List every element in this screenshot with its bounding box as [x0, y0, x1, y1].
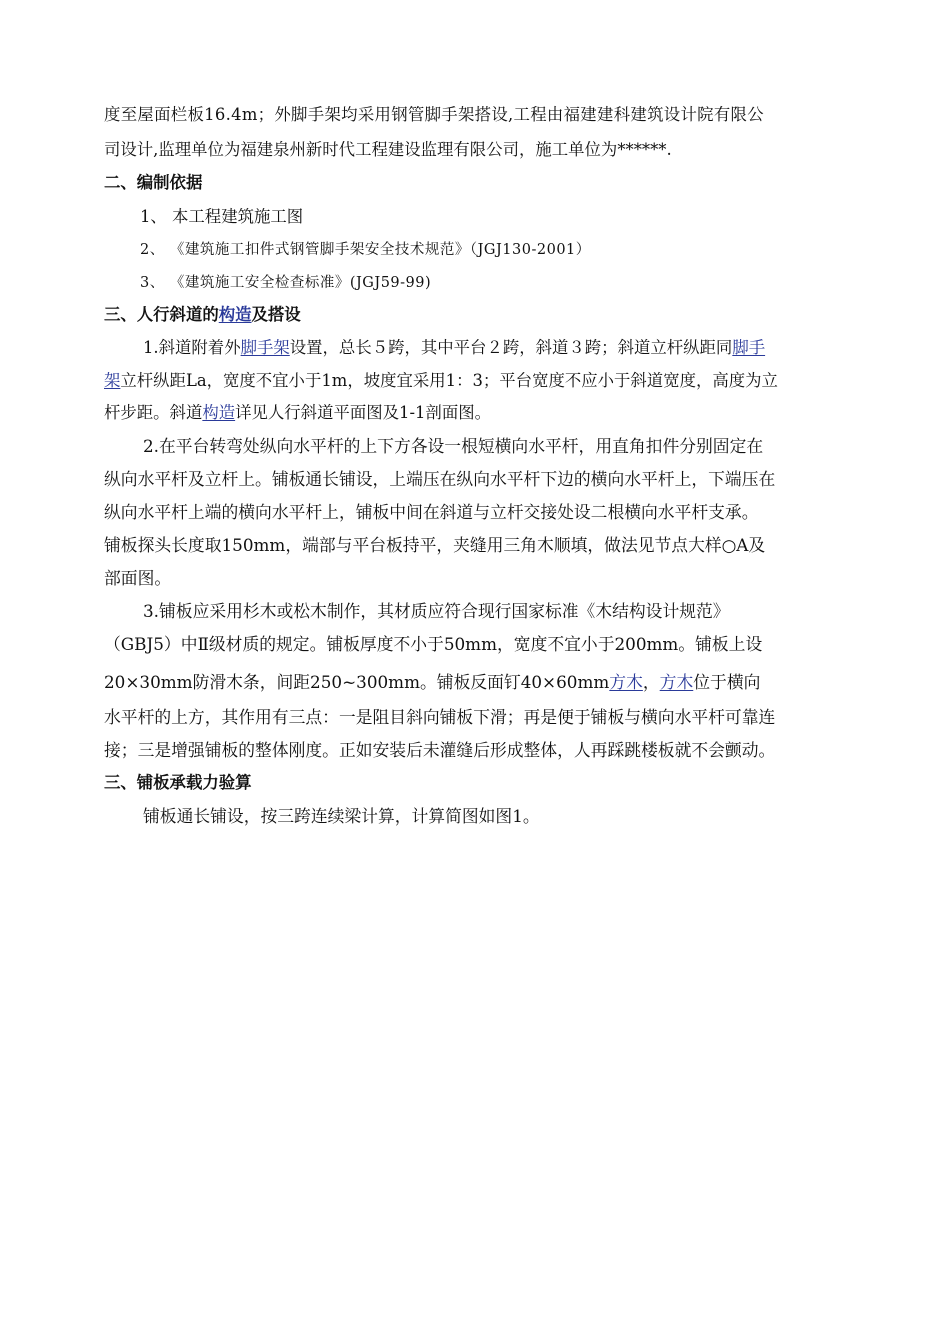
heading-text-post: 及搭设 — [251, 305, 301, 324]
scaffold-link[interactable]: 脚手 — [732, 338, 766, 357]
ramp-para2-line-5: 部面图。 — [104, 568, 172, 588]
ramp-para2-line-2: 纵向水平杆及立杆上。铺板通长铺设，上端压在纵向水平杆下边的横向水平杆上，下端压在 — [104, 469, 776, 489]
text-run: 20×30mm防滑木条，间距250~300mm。铺板反面钉40×60mm — [104, 672, 610, 692]
ramp-para3-line-4: 水平杆的上方，其作用有三点：一是阻目斜向铺板下滑；再是便于铺板与横向水平杆可靠连 — [104, 707, 776, 727]
intro-line-2: 司设计,监理单位为福建泉州新时代工程建设监理有限公司，施工单位为******. — [104, 140, 672, 159]
ramp-para1-line-2 — [104, 370, 778, 392]
text-run: 详见人行斜道平面图及1-1剖面图。 — [235, 403, 491, 422]
ramp-para3-line-3 — [104, 671, 760, 693]
intro-line-1: 度至屋面栏板16.4m；外脚手架均采用钢管脚手架搭设,工程由福建建科建筑设计院有限公 — [104, 105, 764, 124]
text-run: ， — [642, 672, 660, 692]
ramp-para3-line-2: （GBJ5）中Ⅱ级材质的规定。铺板厚度不小于50mm，宽度不宜小于200mm。铺板上设 — [104, 634, 763, 654]
text-run: 1.斜道附着外 — [143, 338, 241, 357]
construction-link[interactable]: 构造 — [218, 305, 252, 324]
square-timber-link[interactable]: 方木 — [609, 672, 643, 692]
section-heading-capacity: 三、铺板承载力验算 — [104, 773, 252, 792]
ramp-para2-line-3: 纵向水平杆上端的横向水平杆上，铺板中间在斜道与立杆交接处设二根横向水平杆支承。 — [104, 502, 759, 522]
ramp-para3-line-1: 3.铺板应采用杉木或松木制作，其材质应符合现行国家标准《木结构设计规范》 — [143, 601, 730, 621]
basis-item-1: 1、 本工程建筑施工图 — [140, 207, 304, 226]
ramp-para1-line-1 — [143, 337, 765, 359]
text-run: 立杆纵距La，宽度不宜小于1m，坡度宜采用1：3；平台宽度不应小于斜道宽度，高度为立 — [120, 371, 778, 390]
basis-item-2: 2、 《建筑施工扣件式钢管脚手架安全技术规范》（JGJ130-2001） — [140, 242, 591, 258]
scaffold-link[interactable]: 脚手架 — [240, 338, 290, 357]
ramp-para1-line-3 — [104, 402, 491, 424]
text-run: 位于横向 — [693, 672, 761, 692]
section-heading-ramp — [104, 304, 301, 326]
ramp-para2-line-4: 铺板探头长度取150mm，端部与平台板持平，夹缝用三角木顺填，做法见节点大样○A及 — [104, 535, 766, 555]
capacity-para-1: 铺板通长铺设，按三跨连续梁计算，计算简图如图1。 — [143, 806, 540, 826]
ramp-para3-line-5: 接；三是增强铺板的整体刚度。正如安装后未灌缝后形成整体，人再踩跳楼板就不会颤动。 — [104, 740, 776, 760]
heading-text-pre: 三、人行斜道的 — [104, 305, 219, 324]
construction-link[interactable]: 构造 — [202, 403, 236, 422]
text-run: 杆步距。斜道 — [104, 403, 203, 422]
ramp-para2-line-1: 2.在平台转弯处纵向水平杆的上下方各设一根短横向水平杆，用直角扣件分别固定在 — [143, 436, 764, 456]
text-run: 设置，总长５跨，其中平台２跨，斜道３跨；斜道立杆纵距同 — [289, 338, 733, 357]
basis-item-3: 3、 《建筑施工安全检查标准》(JGJ59-99) — [140, 275, 432, 291]
square-timber-link[interactable]: 方木 — [659, 672, 694, 692]
scaffold-link[interactable]: 架 — [104, 371, 121, 390]
section-heading-basis: 二、编制依据 — [104, 173, 203, 192]
